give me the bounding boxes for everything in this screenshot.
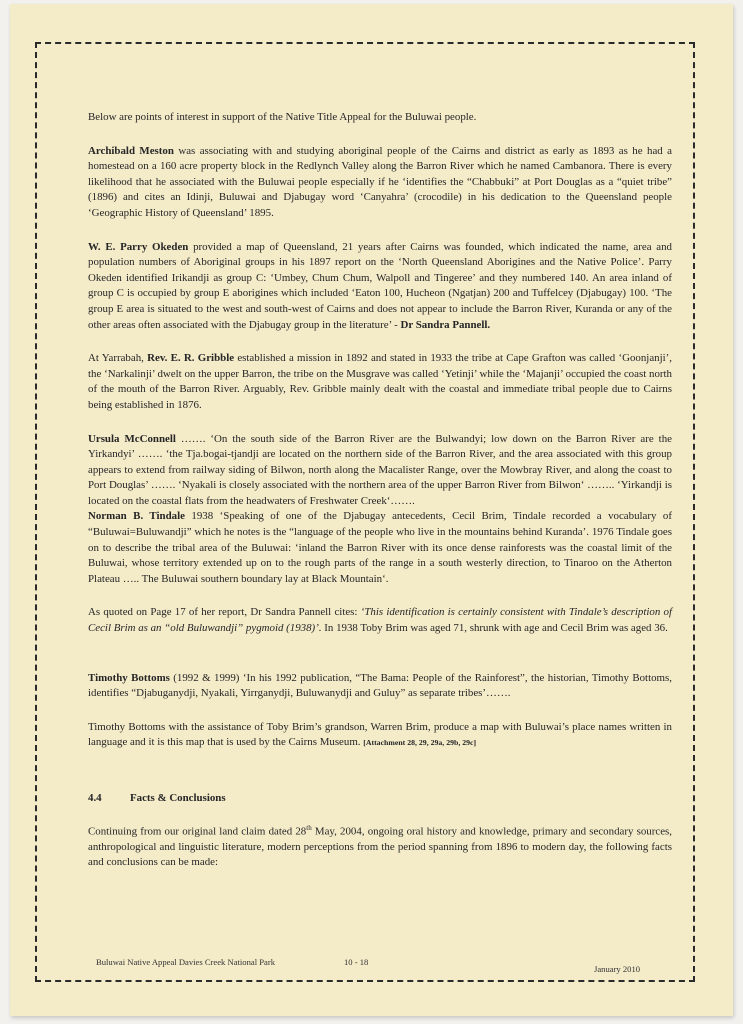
gribble-name: Rev. E. R. Gribble [147, 352, 235, 365]
bottoms-text: (1992 & 1999) ‘In his 1992 publication, “The Bama: People of the Rainforest”, the historian, Timothy Bottoms, identifies “Djabuganydji, Nyakali, Yirrganydji, Buluwanydji and Guluy” as separate tribes’……. [88, 671, 672, 700]
document-body [88, 110, 672, 889]
intro-paragraph: Below are points of interest in support of the Native Title Appeal for the Buluwai people. [88, 111, 477, 123]
okeden-name: W. E. Parry Okeden [88, 240, 189, 253]
closing-sup: th [306, 823, 312, 832]
gribble-paragraph [88, 351, 672, 413]
okeden-text: provided a map of Queensland, 21 years after Cairns was founded, which indicated the name, area and population numbers of Aboriginal groups in his 1897 report on the ‘North Queensland Aborigines and the Native Police’. Parry Okeden identified Irikandji as group C: ‘Umbey, Chum Chum, Walpoll and Tingeree’ and they numbered 140. An area inland of group C is occupied by group E aborigines which included ‘Eaton 100, Hucheon (Ngatjan) 200 and Tuffelcey (Djabugay) 100. ‘The group E area is situated to the west and south-west of Cairns and does not appear to include the Barron River, Kuranda or any of the other areas often associated with the Djabugay group in the literature’ - [88, 240, 672, 331]
closing-paragraph [88, 821, 672, 871]
footer-date: January 2010 [594, 964, 641, 974]
map-text: Timothy Bottoms with the assistance of Toby Brim’s grandson, Warren Brim, produce a map with Buluwai’s place names written in language and it is this map that is used by the Cairns Museum. [88, 720, 672, 749]
quoted-italic: ‘This identification is certainly consistent with Tindale’s description of Cecil Brim as an “old Buluwandji” pygmoid (1938)’. [88, 606, 672, 635]
quoted-paragraph [88, 605, 672, 636]
bottoms-name: Timothy Bottoms [88, 671, 170, 684]
tindale-text: 1938 ‘Speaking of one of the Djabugay antecedents, Cecil Brim, Tindale recorded a vocabulary of “Buluwai=Buluwandji” which he notes is the “language of the people who live in the mountains behind Kuranda’. 1976 Tindale goes on to describe the tribal area of the Buluwai: ‘inland the Barron River with its once dense rainforests was the coastal limit of the Buluwai, whose territory extended up on to the rough parts of the range in a south westerly direction, to Tinaroo on the Atherton Plateau ….. The Buluwai southern boundary lay at Black Mountain‘. [88, 510, 672, 585]
footer-page-number: 10 - 18 [344, 957, 369, 967]
quoted-pre: As quoted on Page 17 of her report, Dr Sandra Pannell cites: [88, 606, 361, 619]
mcconnell-name: Ursula McConnell [88, 432, 176, 445]
tindale-name: Norman B. Tindale [88, 510, 185, 523]
gribble-text: established a mission in 1892 and stated in 1933 the tribe at Cape Grafton was called ‘Goonjanji’, the ‘Narkalinji’ dwelt on the upper Barron, the tribe on the Musgrave was called ‘Yetinji’ while the ‘Majanji’ occupied the coast north of the mouth of the Barron River. Arguably, Rev. Gribble mainly dealt with the coastal and immediate tribal people due to Cairns being established in 1876. [88, 352, 672, 411]
meston-text: was associating with and studying aboriginal people of the Cairns and district as early as 1893 as he had a homestead on a 160 acre property block in the Redlynch Valley along the Barron River which he named Cambanora. There is every likelihood that he associated with the Buluwai people especially if he ‘identifies the “Chabbuki” at Port Douglas as a “quiet tribe” (1896) and cites an Idinji, Buluwai and Djabugay word ‘Canyahra’ (crocodile) in his dedication to the Queensland people ‘Geographic History of Queensland’ 1895. [88, 144, 672, 219]
document-page [10, 4, 733, 1016]
section-heading [88, 791, 672, 807]
section-title: Facts & Conclusions [130, 792, 226, 804]
quoted-post: In 1938 Toby Brim was aged 71, shrunk with age and Cecil Brim was aged 36. [321, 622, 668, 635]
gribble-pre: At Yarrabah, [88, 352, 148, 365]
attachment-ref: [Attachment 28, 29, 29a, 29b, 29c] [363, 738, 477, 748]
closing-post: May, 2004, ongoing oral history and knowledge, primary and secondary sources, anthropological and linguistic literature, modern perceptions from the period spanning from 1896 to modern day, the following facts and conclusions can be made: [88, 825, 672, 869]
meston-name: Archibald Meston [88, 144, 174, 157]
meston-paragraph [88, 144, 672, 222]
map-paragraph [88, 720, 672, 751]
footer-title: Buluwai Native Appeal Davies Creek National Park [96, 957, 275, 967]
mcconnell-paragraph [88, 432, 672, 510]
mcconnell-text: ……. ‘On the south side of the Barron River are the Bulwandyi; low down on the Barron River are the Yirkandyi’ ……. ‘the Tja.bogai-tjandji are located on the northern side of the Barron River, and the area associated with this group appears to extend from railway siding of Bilwon, north along the Macalister Range, over the Mowbray River, and along the coast to Port Douglas’ ……. ‘Nyakali is closely associated with the northern area of the upper Barron River from Bilwon‘ …….. ‘Yirkandji is located on the coastal flats from the headwaters of Freshwater Creek‘……. [88, 432, 672, 507]
bottoms-paragraph [88, 671, 672, 702]
section-number: 4.4 [88, 792, 102, 804]
okeden-paragraph [88, 240, 672, 334]
tindale-paragraph [88, 509, 672, 587]
okeden-source: Dr Sandra Pannell. [400, 318, 491, 331]
closing-pre: Continuing from our original land claim dated 28 [88, 825, 307, 838]
